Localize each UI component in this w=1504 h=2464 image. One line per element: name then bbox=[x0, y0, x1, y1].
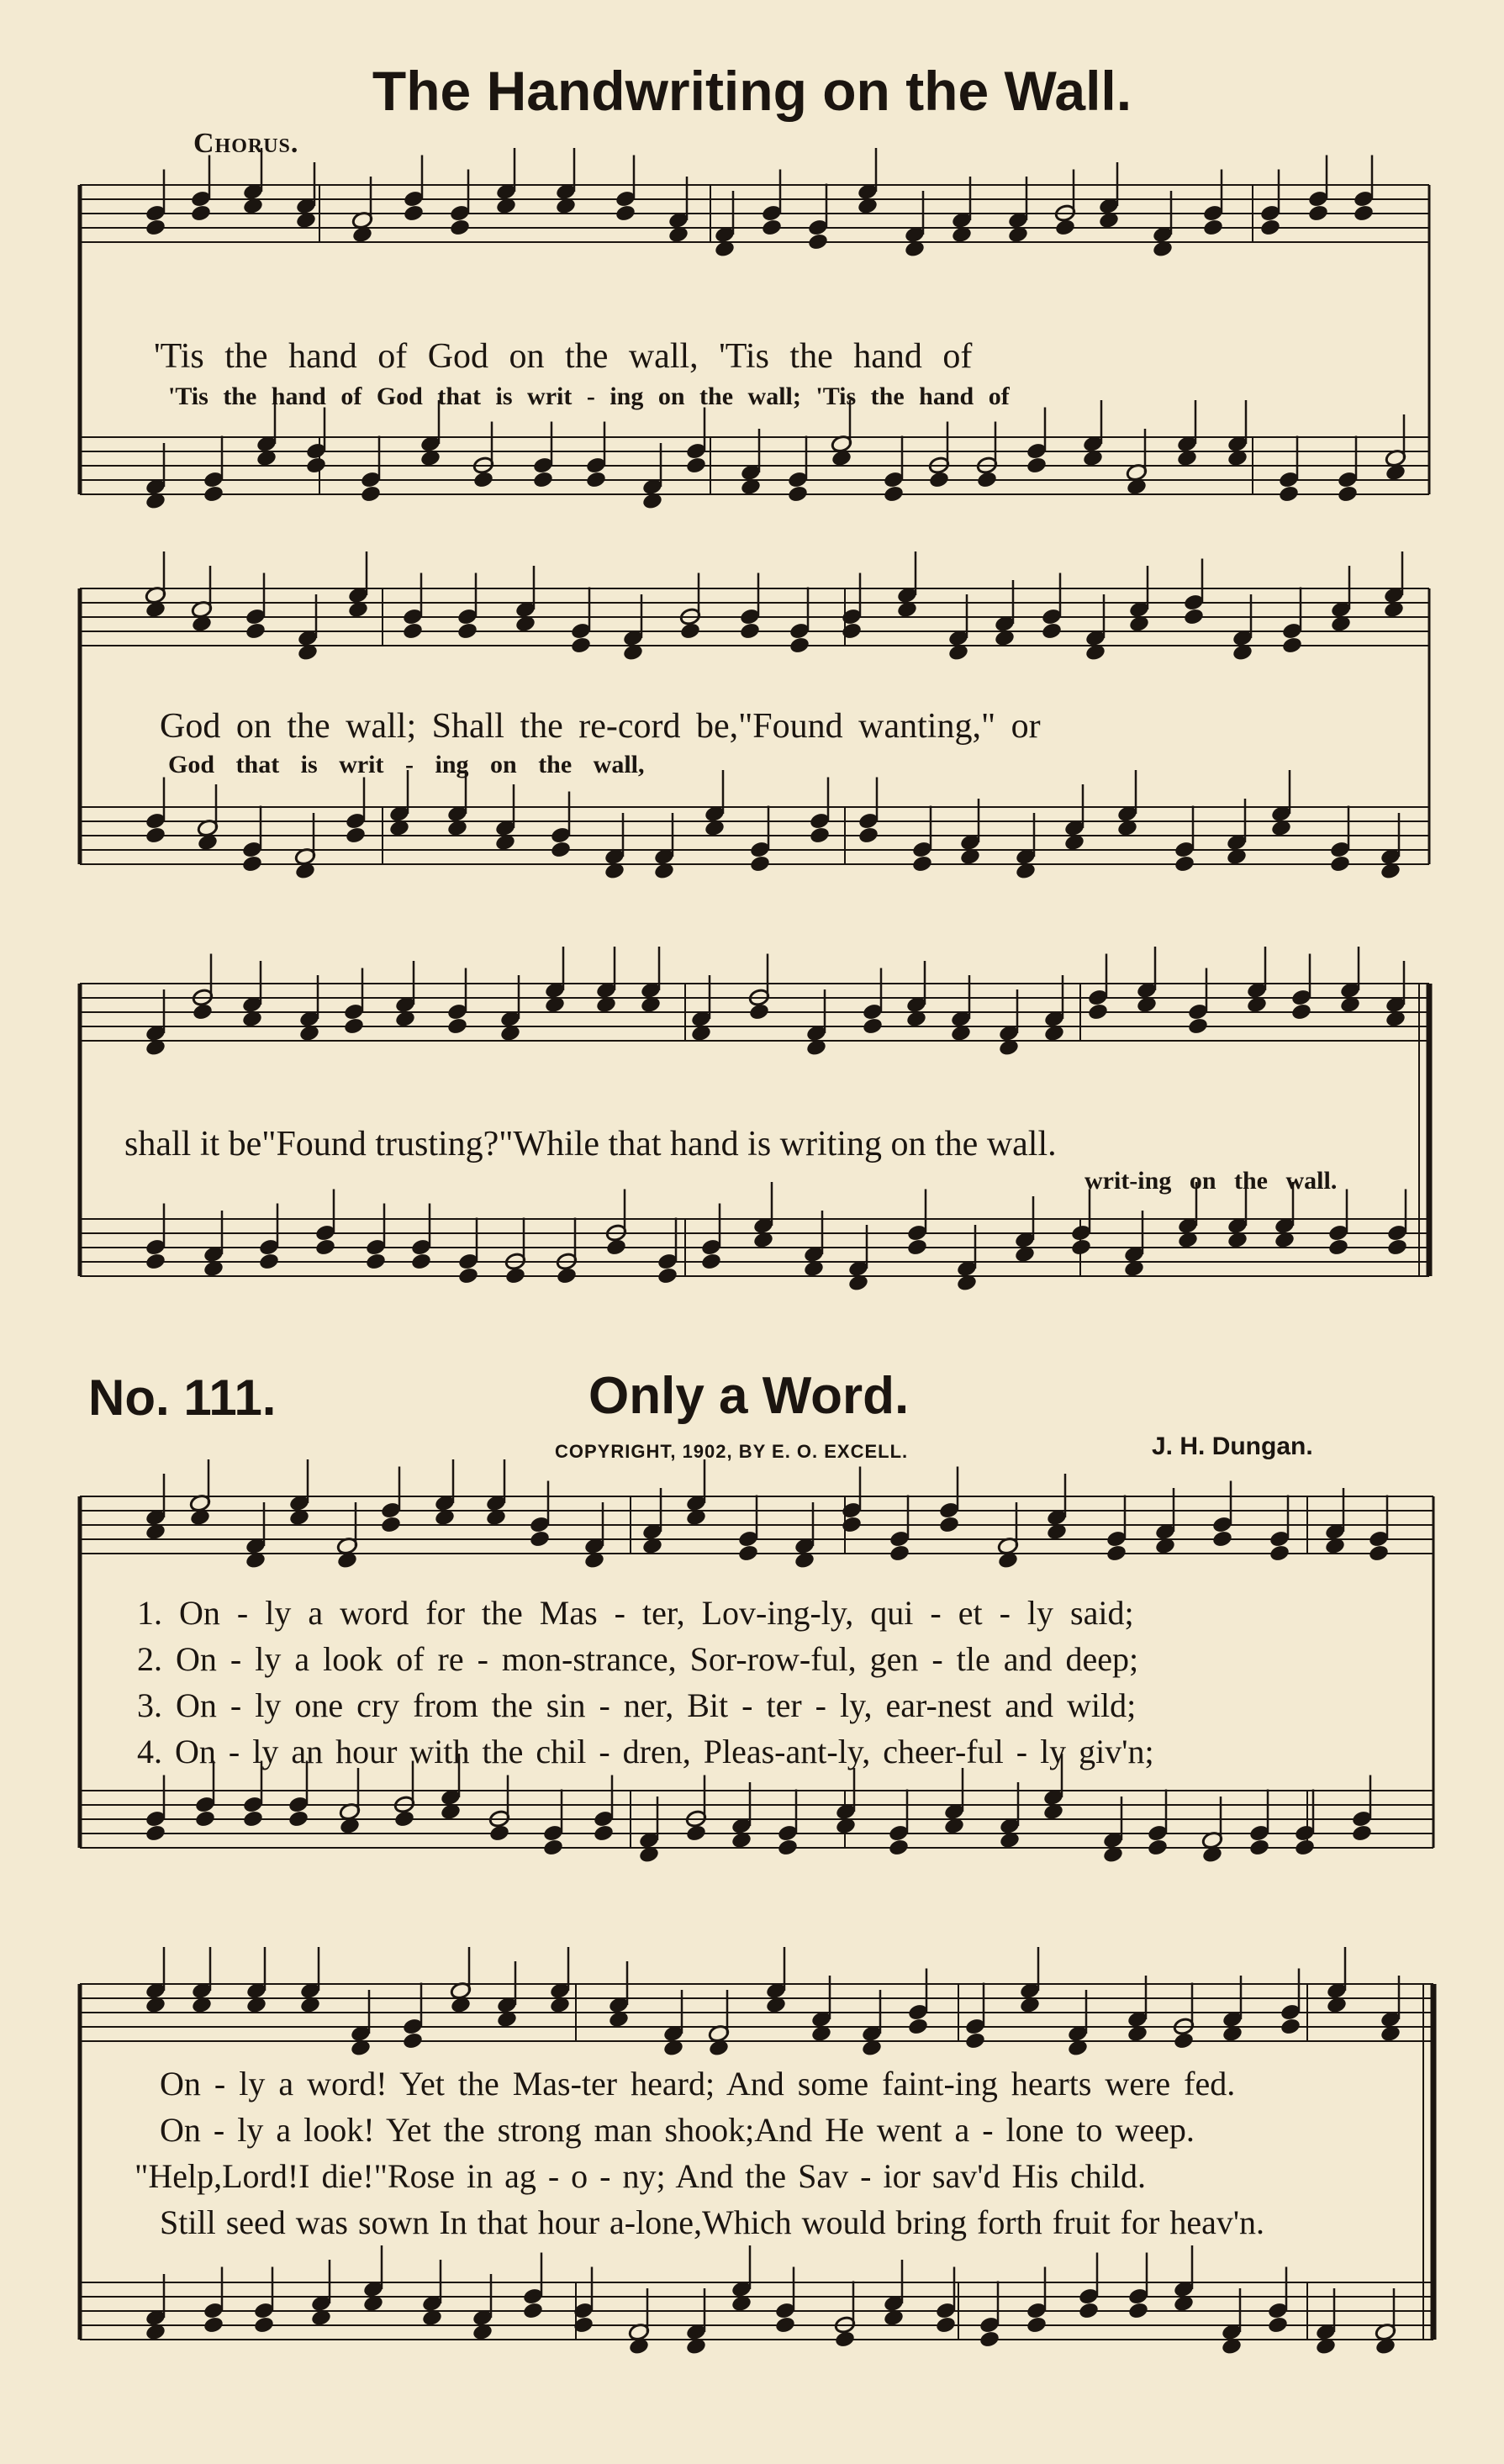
refrain-3: "Help,Lord!I die!"Rose in ag - o - ny; And the Sav - ior sav'd His child. bbox=[135, 2157, 1146, 2195]
verse-4: 4. On - ly an hour with the chil - dren, Pleas-ant-ly, cheer-ful - ly giv'n; bbox=[137, 1733, 1154, 1770]
hymn-1-line-1-upper: 'Tis the hand of God on the wall, 'Tis the hand of bbox=[154, 337, 973, 376]
hymn-1-line-3-lower: writ-ing on the wall. bbox=[1084, 1167, 1338, 1195]
verse-2: 2. On - ly a look of re - mon-strance, Sor-row-ful, gen - tle and deep; bbox=[137, 1640, 1139, 1678]
hymn-1-line-2-lower: God that is writ - ing on the wall, bbox=[168, 751, 645, 778]
composer: J. H. Dungan. bbox=[1152, 1432, 1313, 1460]
refrain-2: On - ly a look! Yet the strong man shook;And He went a - lone to weep. bbox=[160, 2111, 1195, 2149]
hymn-2-title: Only a Word. bbox=[588, 1367, 910, 1425]
refrain-4: Still seed was sown In that hour a-lone,Which would bring forth fruit for heav'n. bbox=[160, 2203, 1265, 2241]
hymn-1-line-1-lower: 'Tis the hand of God that is writ - ing on the wall; 'Tis the hand of bbox=[168, 383, 1010, 410]
hymn-1-line-3-upper: shall it be"Found trusting?"While that hand is writing on the wall. bbox=[124, 1125, 1057, 1163]
hymn-1-line-2-upper: God on the wall; Shall the re-cord be,"Found wanting," or bbox=[160, 707, 1041, 746]
hymn-number: No. 111. bbox=[88, 1369, 277, 1426]
verse-1: 1. On - ly a word for the Mas - ter, Lov-ing-ly, qui - et - ly said; bbox=[137, 1594, 1134, 1632]
verse-3: 3. On - ly one cry from the sin - ner, Bit - ter - ly, ear-nest and wild; bbox=[137, 1686, 1137, 1724]
refrain-1: On - ly a word! Yet the Mas-ter heard; And some faint-ing hearts were fed. bbox=[160, 2065, 1236, 2103]
chorus-label: Chorus. bbox=[193, 128, 299, 159]
hymn-1-title: The Handwriting on the Wall. bbox=[372, 60, 1132, 122]
copyright-notice: COPYRIGHT, 1902, BY E. O. EXCELL. bbox=[555, 1441, 909, 1462]
